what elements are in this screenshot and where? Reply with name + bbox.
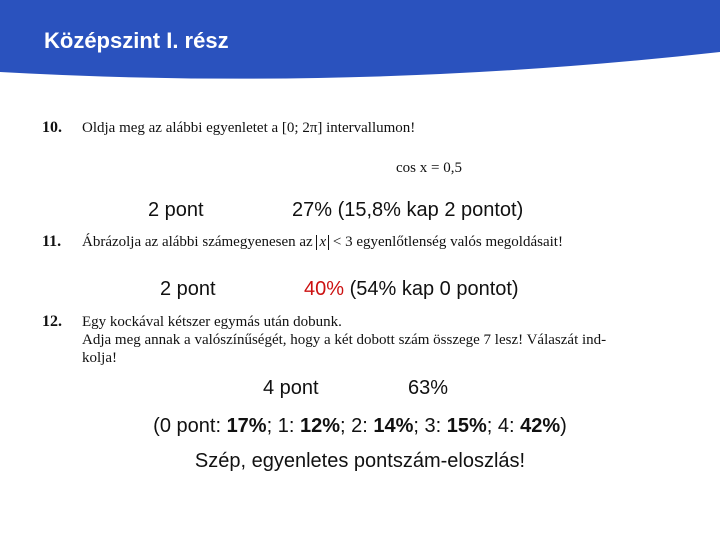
q11-text	[82, 234, 563, 251]
q11-number: 11.	[42, 233, 62, 250]
q10-number: 10.	[42, 119, 62, 136]
q11-points: 2 pont	[160, 278, 216, 300]
dist-sep-4: ; 4:	[486, 415, 521, 437]
q11-abs-var: x	[319, 234, 327, 250]
q12-line3: kolja!	[82, 350, 117, 366]
dist-0-points: 17%	[226, 415, 267, 437]
q10-text: Oldja meg az alábbi egyenletet a [0; 2π] intervallumon!	[82, 120, 416, 136]
dist-2-points: 14%	[373, 415, 414, 437]
dist-open: (0 pont:	[153, 415, 227, 437]
q10-equation: cos x = 0,5	[396, 160, 462, 176]
dist-sep-3: ; 3:	[413, 415, 447, 437]
q11-result-rest: (54% kap 0 pontot)	[349, 278, 519, 300]
dist-4-points: 42%	[520, 415, 561, 437]
q12-percent: 63%	[408, 377, 449, 399]
q10-result: 27% (15,8% kap 2 pontot)	[292, 199, 524, 221]
dist-close: )	[560, 415, 567, 437]
q11-abs-value	[316, 235, 329, 250]
dist-sep-1: ; 1:	[266, 415, 300, 437]
q12-number: 12.	[42, 313, 62, 330]
dist-3-points: 15%	[446, 415, 487, 437]
q12-points: 4 pont	[263, 377, 319, 399]
header-banner	[0, 0, 720, 82]
dist-1-point: 12%	[299, 415, 340, 437]
q12-comment: Szép, egyenletes pontszám-eloszlás!	[194, 450, 526, 472]
q10-points: 2 pont	[148, 199, 204, 221]
q11-text-before: Ábrázolja az alábbi számegyenesen az	[82, 234, 313, 250]
q11-result-highlight: 40%	[304, 278, 345, 300]
q12-distribution	[0, 415, 720, 438]
q11-text-after: < 3 egyenlőtlenség valós megoldásait!	[332, 234, 563, 250]
q11-result	[304, 278, 519, 301]
q12-line2: Adja meg annak a valószínűségét, hogy a két dobott szám összege 7 lesz! Válaszát ind-	[82, 332, 607, 348]
dist-sep-2: ; 2:	[339, 415, 374, 437]
slide-title: Középszint I. rész	[44, 28, 229, 53]
q12-line1: Egy kockával kétszer egymás után dobunk.	[82, 314, 342, 330]
